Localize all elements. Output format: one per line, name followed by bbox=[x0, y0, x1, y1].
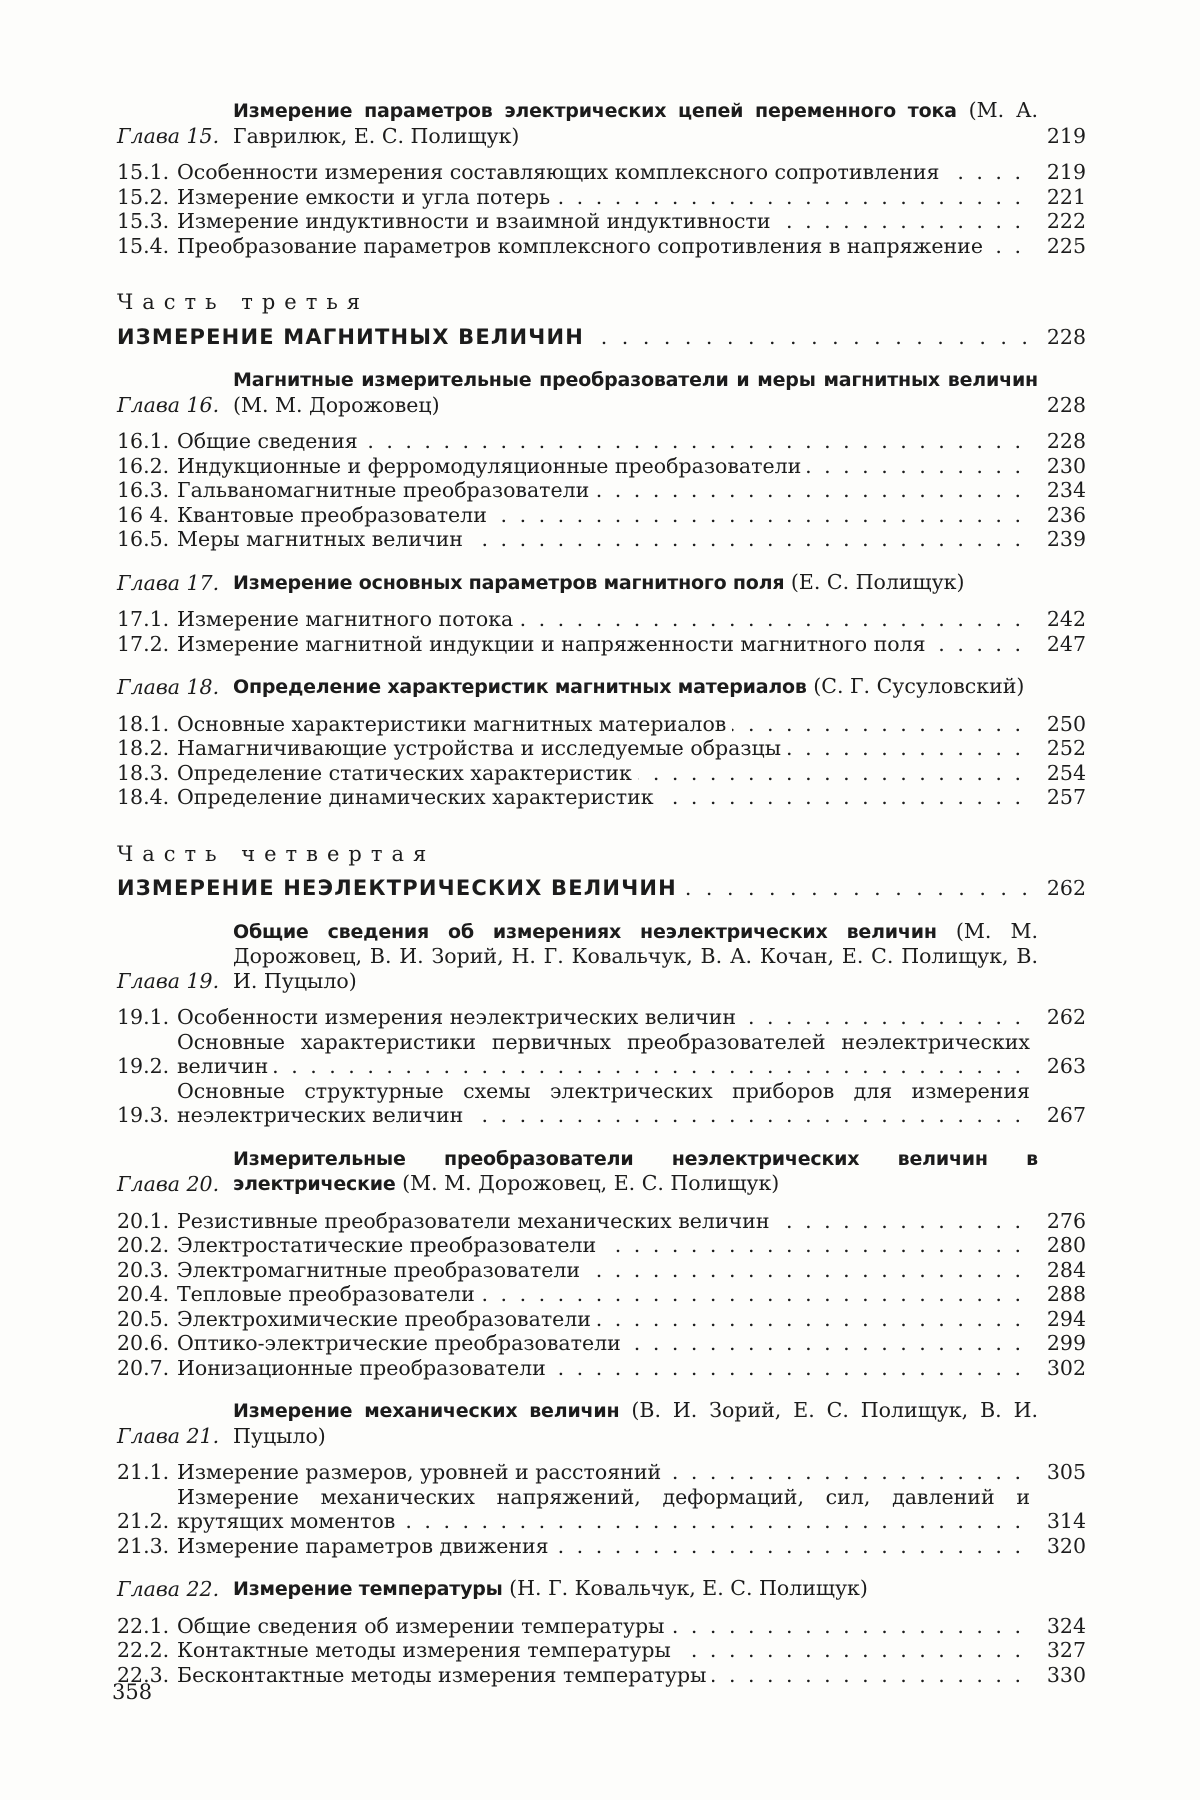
section-entry[interactable] bbox=[117, 527, 1086, 552]
section-number: 18.4. bbox=[117, 785, 170, 809]
section-leader bbox=[177, 1534, 1030, 1559]
section-entry[interactable] bbox=[117, 1638, 1086, 1663]
section-leader bbox=[177, 503, 1030, 528]
section-number: 20.6. bbox=[117, 1331, 170, 1355]
section-entry[interactable] bbox=[117, 209, 1086, 234]
chapter-block bbox=[117, 1576, 1086, 1687]
section-number: 20.7. bbox=[117, 1355, 170, 1380]
section-page: 276 bbox=[1046, 1208, 1086, 1233]
chapter-label: Глава 17. bbox=[117, 570, 220, 595]
section-entry[interactable] bbox=[117, 785, 1086, 810]
section-number: 21.2. bbox=[117, 1509, 170, 1533]
chapter-title: Измерительные преобразователи неэлектрических величин в электрические bbox=[233, 1147, 1038, 1195]
section-number: 20.4. bbox=[117, 1282, 170, 1306]
section-page: 221 bbox=[1046, 184, 1086, 209]
section-leader bbox=[177, 1307, 1030, 1332]
section-leader bbox=[177, 1614, 1030, 1639]
section-entry[interactable] bbox=[117, 607, 1086, 632]
section-list bbox=[117, 429, 1086, 552]
section-page: 327 bbox=[1046, 1638, 1086, 1662]
section-title: Бесконтактные методы измерения температуры bbox=[177, 1663, 712, 1687]
section-page: 222 bbox=[1046, 209, 1086, 233]
section-page: 234 bbox=[1046, 478, 1086, 502]
chapter-title-row[interactable] bbox=[117, 674, 1086, 700]
section-leader bbox=[177, 160, 1030, 185]
part-page: 262 bbox=[1046, 876, 1086, 900]
chapter-authors: (М. А. Гаврилюк, Е. С. Полищук) bbox=[233, 98, 1038, 148]
table-of-contents bbox=[117, 98, 1086, 1687]
chapter-label: Глава 19. bbox=[117, 968, 220, 993]
part-page: 228 bbox=[1046, 324, 1086, 349]
section-number: 15.3. bbox=[117, 209, 170, 233]
chapter-title: Измерение температуры bbox=[233, 1578, 503, 1600]
part-title: ИЗМЕРЕНИЕ НЕЭЛЕКТРИЧЕСКИХ ВЕЛИЧИН bbox=[117, 876, 685, 900]
section-title: Основные характеристики магнитных материалов bbox=[177, 712, 732, 736]
chapter-authors: (М. М. Дорожовец) bbox=[233, 392, 440, 417]
section-page: 305 bbox=[1046, 1460, 1086, 1484]
section-title: Преобразование параметров комплексного сопротивления в напряжение bbox=[177, 234, 989, 258]
section-list bbox=[117, 1460, 1086, 1558]
chapter-block bbox=[117, 674, 1086, 810]
section-number: 21.3. bbox=[117, 1533, 170, 1558]
section-title: Электростатические преобразователи bbox=[177, 1233, 602, 1257]
section-list bbox=[117, 607, 1086, 656]
section-number: 19.3. bbox=[117, 1103, 170, 1127]
part-title-row[interactable] bbox=[117, 325, 1086, 350]
section-title: Измерение магнитной индукции и напряженности магнитного поля bbox=[177, 632, 932, 656]
section-entry[interactable] bbox=[117, 160, 1086, 185]
section-number: 18.3. bbox=[117, 760, 170, 785]
section-number: 16.5. bbox=[117, 527, 170, 551]
section-number: 20.3. bbox=[117, 1257, 170, 1282]
chapter-title: Измерение основных параметров магнитного поля bbox=[233, 571, 785, 594]
section-entry[interactable] bbox=[117, 1030, 1086, 1079]
section-entry[interactable] bbox=[117, 1614, 1086, 1639]
section-title: Измерение параметров движения bbox=[177, 1534, 555, 1558]
section-leader bbox=[177, 1030, 1030, 1079]
section-page: 242 bbox=[1046, 607, 1086, 631]
section-leader bbox=[177, 1485, 1030, 1534]
section-page: 263 bbox=[1046, 1054, 1086, 1078]
chapter-title: Общие сведения об измерениях неэлектрических величин bbox=[233, 920, 937, 943]
chapter-block bbox=[117, 1146, 1086, 1381]
section-leader bbox=[177, 527, 1030, 552]
section-entry[interactable] bbox=[117, 1485, 1086, 1534]
section-page: 247 bbox=[1046, 631, 1086, 656]
section-page: 230 bbox=[1046, 453, 1086, 478]
section-title: Гальваномагнитные преобразователи bbox=[177, 478, 595, 502]
section-entry[interactable] bbox=[117, 1005, 1086, 1030]
chapter-page: 228 bbox=[1046, 392, 1086, 417]
section-leader bbox=[177, 478, 1030, 503]
section-entry[interactable] bbox=[117, 1079, 1086, 1128]
section-leader bbox=[177, 632, 1030, 657]
page-number: 358 bbox=[112, 1680, 153, 1704]
chapter-label: Глава 16. bbox=[117, 392, 220, 417]
chapter-heading bbox=[233, 1398, 1038, 1448]
section-list bbox=[117, 712, 1086, 810]
section-title: Измерение размеров, уровней и расстояний bbox=[177, 1460, 667, 1484]
section-entry[interactable] bbox=[117, 503, 1086, 528]
section-page: 252 bbox=[1046, 736, 1086, 760]
section-number: 20.2. bbox=[117, 1233, 170, 1257]
section-leader bbox=[177, 1209, 1030, 1234]
section-leader bbox=[177, 1258, 1030, 1283]
section-entry[interactable] bbox=[117, 736, 1086, 761]
section-entry[interactable] bbox=[117, 478, 1086, 503]
section-title: Измерение индуктивности и взаимной индуктивности bbox=[177, 209, 777, 233]
section-leader bbox=[177, 454, 1030, 479]
chapter-label: Глава 21. bbox=[117, 1423, 220, 1448]
section-entry[interactable] bbox=[117, 632, 1086, 657]
section-leader bbox=[177, 234, 1030, 259]
section-title: Общие сведения об измерении температуры bbox=[177, 1614, 671, 1638]
section-entry[interactable] bbox=[117, 1663, 1086, 1688]
section-entry[interactable] bbox=[117, 1356, 1086, 1381]
section-entry[interactable] bbox=[117, 1331, 1086, 1356]
section-entry[interactable] bbox=[117, 1282, 1086, 1307]
section-number: 17.2. bbox=[117, 631, 170, 656]
chapter-title: Определение характеристик магнитных материалов bbox=[233, 676, 807, 698]
section-page: 236 bbox=[1046, 502, 1086, 527]
section-page: 254 bbox=[1046, 760, 1086, 785]
chapter-title: Измерение механических величин bbox=[233, 1400, 620, 1422]
chapter-heading bbox=[233, 367, 1038, 417]
section-page: 330 bbox=[1046, 1662, 1086, 1687]
section-list bbox=[117, 1005, 1086, 1128]
part-title-row[interactable] bbox=[117, 876, 1086, 901]
chapter-title-row[interactable] bbox=[117, 1146, 1086, 1197]
section-list bbox=[117, 1614, 1086, 1688]
section-leader bbox=[177, 209, 1030, 234]
section-leader bbox=[177, 1356, 1030, 1381]
section-number: 15.1. bbox=[117, 160, 170, 184]
section-title: Резистивные преобразователи механических величин bbox=[177, 1209, 775, 1233]
section-number: 20.5. bbox=[117, 1306, 170, 1331]
chapter-block bbox=[117, 367, 1086, 552]
section-number: 15.2. bbox=[117, 184, 170, 209]
section-entry[interactable] bbox=[117, 429, 1086, 454]
section-title: Ионизационные преобразователи bbox=[177, 1356, 552, 1380]
section-title: Индукционные и ферромодуляционные преобразователи bbox=[177, 454, 807, 478]
part-title: ИЗМЕРЕНИЕ МАГНИТНЫХ ВЕЛИЧИН bbox=[117, 325, 592, 349]
chapter-block bbox=[117, 98, 1086, 258]
section-page: 320 bbox=[1046, 1533, 1086, 1558]
section-title: Определение динамических характеристик bbox=[177, 785, 660, 809]
section-title: Измерение емкости и угла потерь bbox=[177, 185, 556, 209]
section-leader bbox=[177, 1079, 1030, 1128]
section-page: 280 bbox=[1046, 1233, 1086, 1257]
chapter-block bbox=[117, 919, 1086, 1128]
chapter-title-row[interactable] bbox=[117, 919, 1086, 994]
chapter-title-row[interactable] bbox=[117, 1576, 1086, 1602]
section-title: Намагничивающие устройства и исследуемые образцы bbox=[177, 736, 787, 760]
chapter-heading bbox=[233, 570, 1038, 596]
chapter-title-row[interactable] bbox=[117, 367, 1086, 417]
section-entry[interactable] bbox=[117, 234, 1086, 259]
section-number: 20.1. bbox=[117, 1208, 170, 1233]
section-title: Измерение механических напряжений, деформаций, сил, давлений и крутящих моментов bbox=[177, 1484, 1030, 1533]
section-leader bbox=[177, 736, 1030, 761]
section-page: 225 bbox=[1046, 233, 1086, 258]
section-entry[interactable] bbox=[117, 1209, 1086, 1234]
section-entry[interactable] bbox=[117, 761, 1086, 786]
chapter-title-row[interactable] bbox=[117, 98, 1086, 148]
chapter-authors: (Н. Г. Ковальчук, Е. С. Полищук) bbox=[509, 1576, 868, 1600]
section-number: 16 4. bbox=[117, 502, 170, 527]
chapter-heading bbox=[233, 98, 1038, 148]
section-page: 262 bbox=[1046, 1005, 1086, 1029]
section-leader bbox=[177, 1233, 1030, 1258]
section-leader bbox=[177, 785, 1030, 810]
section-number: 15.4. bbox=[117, 233, 170, 258]
section-page: 324 bbox=[1046, 1613, 1086, 1638]
chapter-authors: (С. Г. Сусуловский) bbox=[813, 674, 1025, 698]
section-entry[interactable] bbox=[117, 712, 1086, 737]
section-title: Измерение магнитного потока bbox=[177, 607, 519, 631]
section-number: 22.3. bbox=[117, 1662, 170, 1687]
chapter-heading bbox=[233, 1146, 1038, 1197]
section-entry[interactable] bbox=[117, 1233, 1086, 1258]
section-list bbox=[117, 1209, 1086, 1381]
section-entry[interactable] bbox=[117, 185, 1086, 210]
section-title: Основные структурные схемы электрических приборов для измерения неэлектрических величин bbox=[177, 1078, 1030, 1127]
section-number: 18.1. bbox=[117, 711, 170, 736]
section-entry[interactable] bbox=[117, 1460, 1086, 1485]
section-page: 228 bbox=[1046, 429, 1086, 453]
section-leader bbox=[177, 1663, 1030, 1688]
section-leader bbox=[177, 1331, 1030, 1356]
chapter-label: Глава 20. bbox=[117, 1172, 220, 1196]
section-leader bbox=[177, 1005, 1030, 1030]
chapter-heading bbox=[233, 1576, 1038, 1602]
chapter-title: Измерение параметров электрических цепей переменного тока bbox=[233, 100, 957, 122]
section-title: Особенности измерения неэлектрических величин bbox=[177, 1005, 742, 1029]
section-page: 288 bbox=[1046, 1282, 1086, 1306]
chapter-heading bbox=[233, 919, 1038, 994]
section-leader bbox=[177, 429, 1030, 454]
chapter-authors: (М. М. Дорожовец, В. И. Зорий, Н. Г. Ковальчук, В. А. Кочан, Е. С. Полищук, В. И. Пуцыло) bbox=[233, 918, 1038, 993]
section-page: 239 bbox=[1046, 527, 1086, 551]
chapter-authors: (В. И. Зорий, Е. С. Полищук, В. И. Пуцыло) bbox=[233, 1398, 1038, 1448]
section-title: Меры магнитных величин bbox=[177, 527, 469, 551]
section-number: 18.2. bbox=[117, 736, 170, 760]
chapter-title-row[interactable] bbox=[117, 570, 1086, 596]
chapter-block bbox=[117, 1398, 1086, 1558]
section-leader bbox=[177, 712, 1030, 737]
section-page: 257 bbox=[1046, 785, 1086, 809]
section-leader bbox=[177, 1282, 1030, 1307]
section-page: 299 bbox=[1046, 1331, 1086, 1355]
section-title: Квантовые преобразователи bbox=[177, 503, 493, 527]
section-page: 219 bbox=[1046, 160, 1086, 184]
section-title: Тепловые преобразователи bbox=[177, 1282, 481, 1306]
chapter-heading bbox=[233, 674, 1038, 700]
section-leader bbox=[177, 1638, 1030, 1663]
part-title-leader bbox=[117, 325, 1030, 350]
chapter-authors: (М. М. Дорожовец, Е. С. Полищук) bbox=[402, 1171, 780, 1195]
section-title: Электромагнитные преобразователи bbox=[177, 1258, 586, 1282]
section-number: 21.1. bbox=[117, 1460, 170, 1484]
section-page: 294 bbox=[1046, 1306, 1086, 1331]
section-title: Оптико-электрические преобразователи bbox=[177, 1331, 627, 1355]
chapter-label: Глава 22. bbox=[117, 1577, 220, 1601]
chapter-title: Магнитные измерительные преобразователи и меры магнитных величин bbox=[233, 369, 1038, 391]
section-number: 19.1. bbox=[117, 1005, 170, 1029]
chapter-page: 219 bbox=[1046, 123, 1086, 148]
section-title: Определение статических характеристик bbox=[177, 761, 638, 785]
part-label: Часть третья bbox=[117, 290, 370, 314]
section-number: 22.1. bbox=[117, 1613, 170, 1638]
section-title: Электрохимические преобразователи bbox=[177, 1307, 597, 1331]
section-entry[interactable] bbox=[117, 454, 1086, 479]
section-leader bbox=[177, 1460, 1030, 1485]
chapter-title-row[interactable] bbox=[117, 1398, 1086, 1448]
section-title: Основные характеристики первичных преобразователей неэлектрических величин bbox=[177, 1029, 1030, 1078]
section-entry[interactable] bbox=[117, 1258, 1086, 1283]
section-page: 250 bbox=[1046, 711, 1086, 736]
section-number: 19.2. bbox=[117, 1054, 170, 1078]
section-number: 22.2. bbox=[117, 1638, 170, 1662]
section-title: Особенности измерения составляющих комплексного сопротивления bbox=[177, 160, 945, 184]
section-page: 302 bbox=[1046, 1355, 1086, 1380]
section-page: 314 bbox=[1046, 1509, 1086, 1533]
section-title: Общие сведения bbox=[177, 429, 364, 453]
section-page: 284 bbox=[1046, 1257, 1086, 1282]
part-label: Часть четвертая bbox=[117, 841, 436, 866]
section-leader bbox=[177, 607, 1030, 632]
section-number: 16.3. bbox=[117, 478, 170, 502]
chapter-label: Глава 15. bbox=[117, 123, 220, 148]
section-entry[interactable] bbox=[117, 1534, 1086, 1559]
part-title-leader bbox=[117, 876, 1030, 901]
section-number: 16.2. bbox=[117, 453, 170, 478]
section-entry[interactable] bbox=[117, 1307, 1086, 1332]
section-number: 17.1. bbox=[117, 607, 170, 631]
section-list bbox=[117, 160, 1086, 258]
chapter-label: Глава 18. bbox=[117, 675, 220, 699]
section-leader bbox=[177, 185, 1030, 210]
section-page: 267 bbox=[1046, 1103, 1086, 1127]
chapter-authors: (Е. С. Полищук) bbox=[790, 569, 965, 594]
section-number: 16.1. bbox=[117, 429, 170, 453]
section-leader bbox=[177, 761, 1030, 786]
chapter-block bbox=[117, 570, 1086, 657]
section-title: Контактные методы измерения температуры bbox=[177, 1638, 677, 1662]
